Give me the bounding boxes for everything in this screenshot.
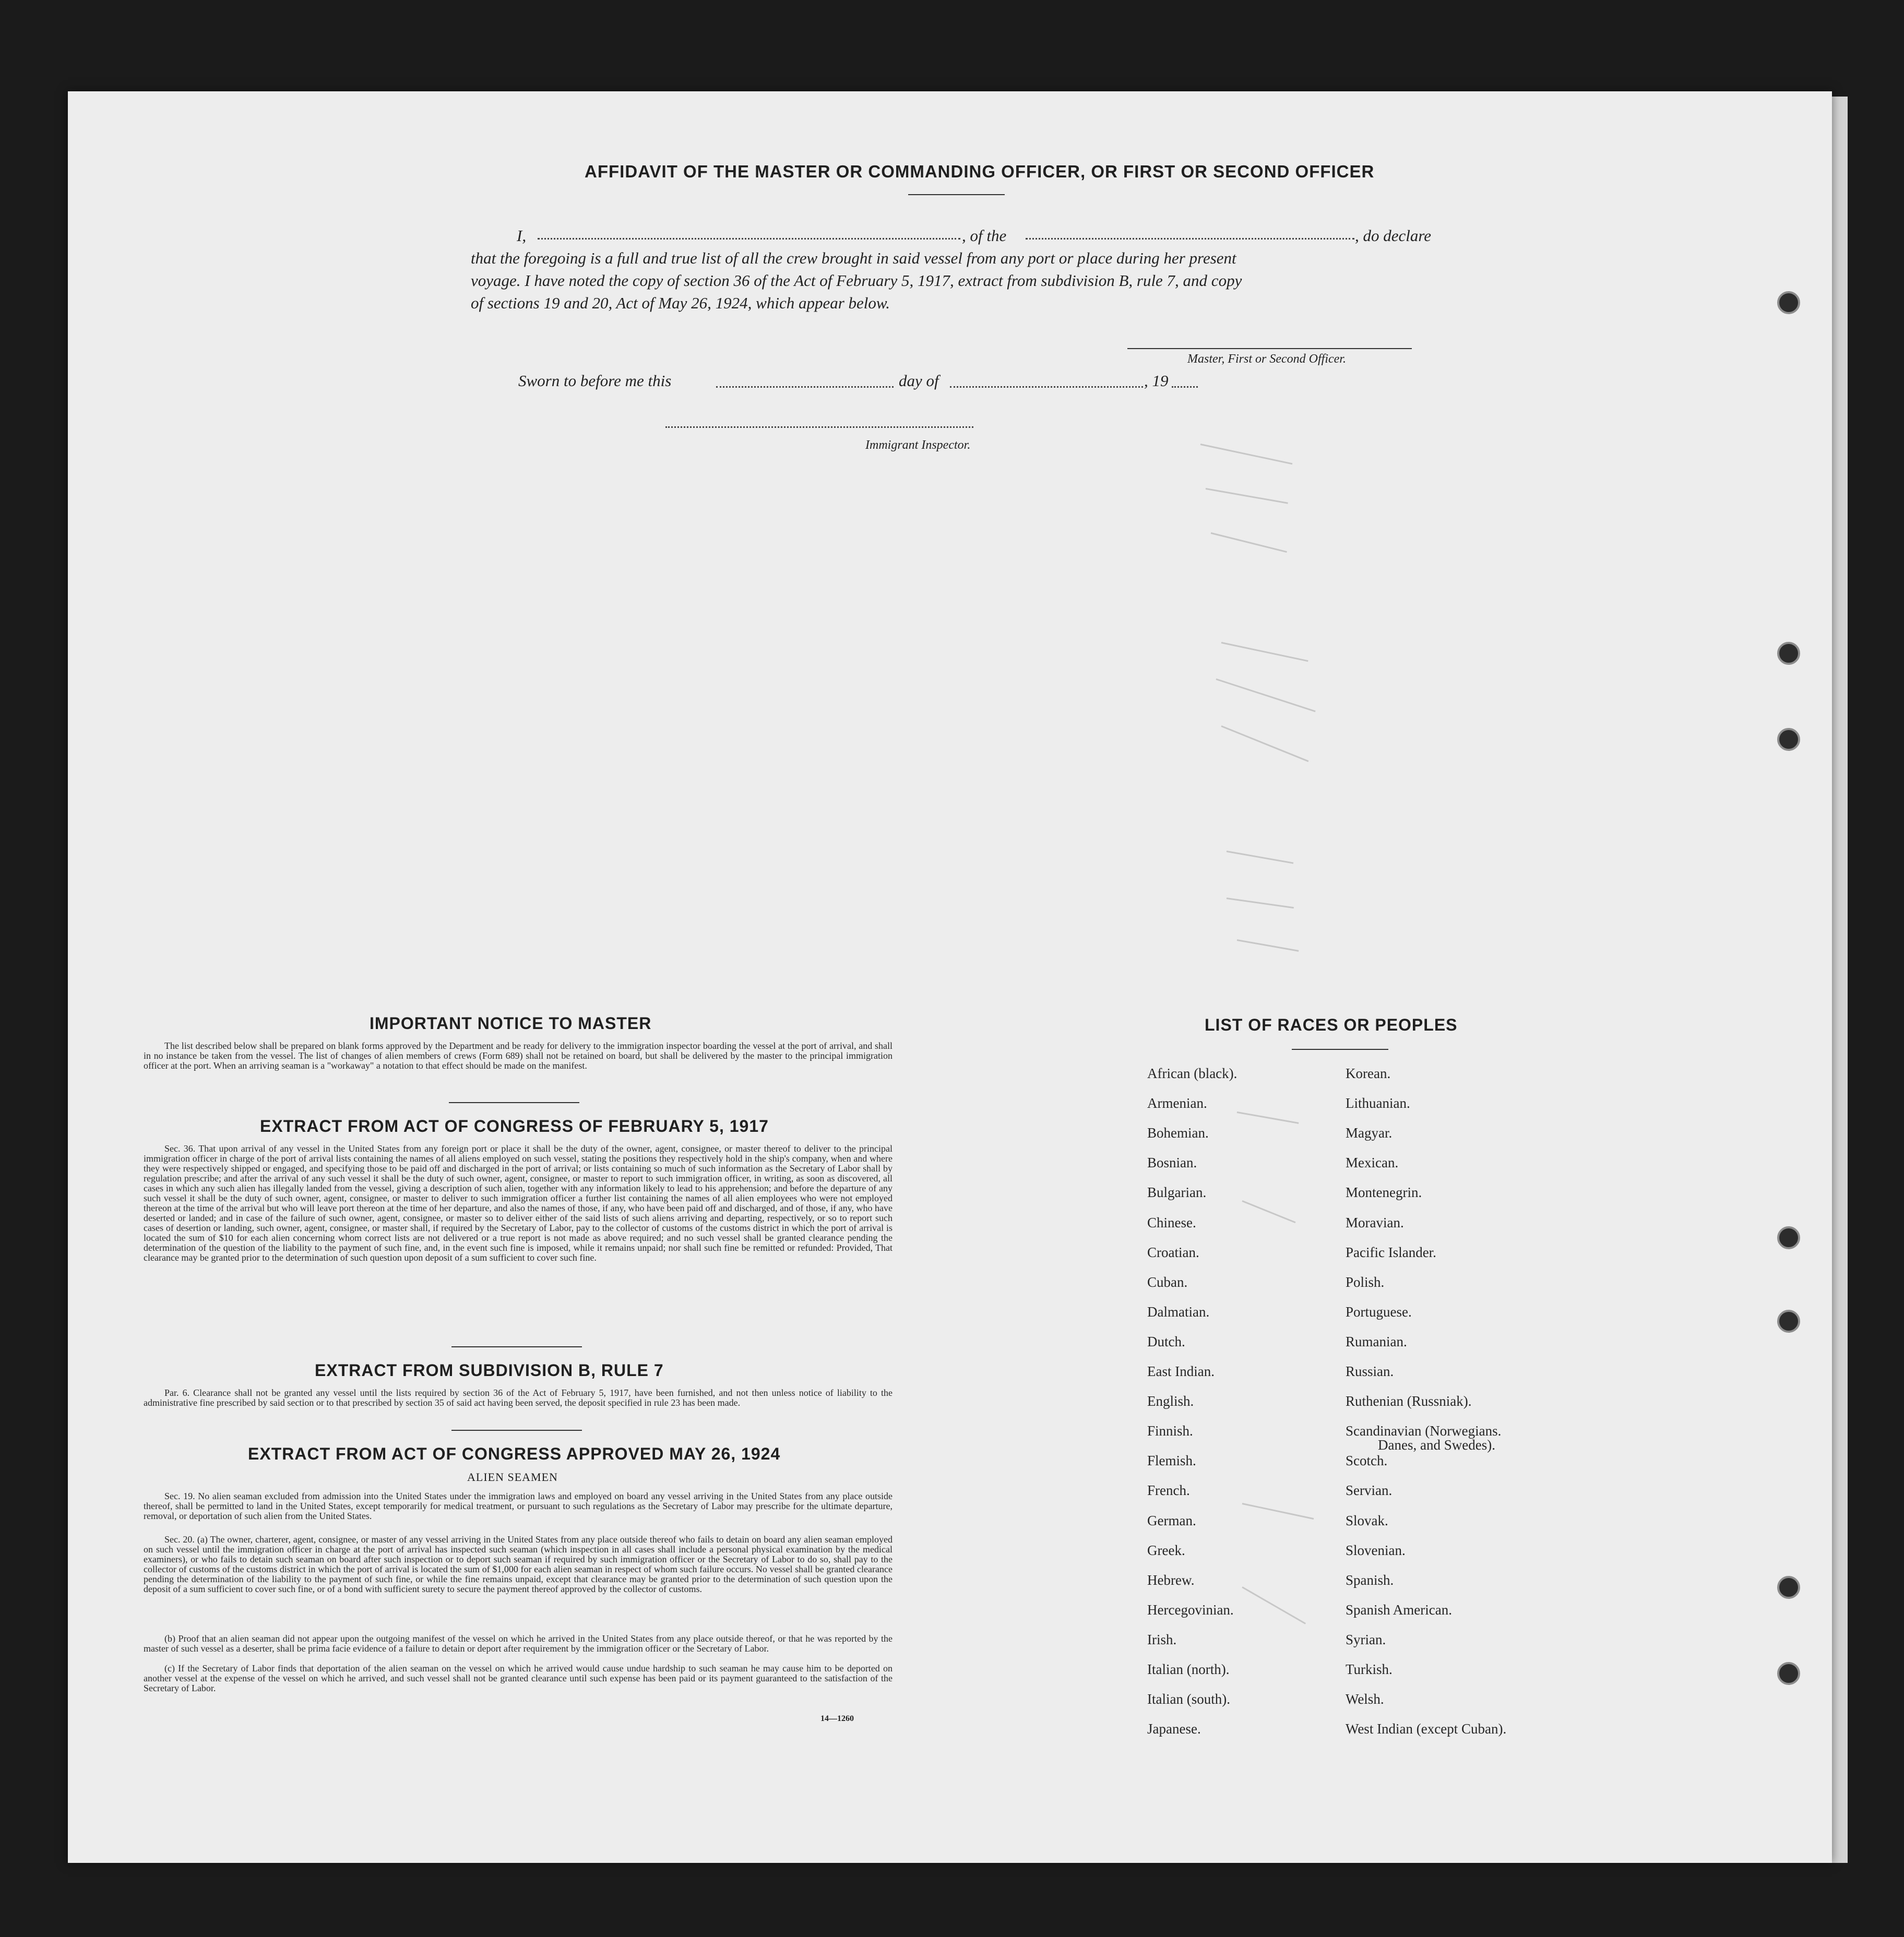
binder-hole (1777, 1662, 1800, 1685)
signature-line[interactable] (1127, 348, 1412, 349)
race-item: Turkish. (1346, 1661, 1393, 1677)
extract-rule7-body: Par. 6. Clearance shall not be granted any vessel until the lists required by section 36 of the Act of February 5, 1917, have been furnished, and not then unless notice of liability to the administrative fine prescribed by said section or to that prescribed by section 35 of said act having been served, the deposit specified in rule 23 has been made. (144, 1388, 892, 1408)
race-item: Bosnian. (1147, 1155, 1197, 1171)
affidavit-line1-b: , of the (962, 226, 1007, 245)
race-item: German. (1147, 1512, 1196, 1528)
race-item: Syrian. (1346, 1631, 1386, 1647)
affidavit-line2: that the foregoing is a full and true list of all the crew brought in said vessel from any port or place during her present (471, 249, 1236, 267)
notice-title: IMPORTANT NOTICE TO MASTER (370, 1014, 652, 1033)
race-item: Armenian. (1147, 1095, 1207, 1111)
vessel-blank[interactable] (1026, 238, 1354, 240)
race-item: Greek. (1147, 1542, 1185, 1558)
section-rule (451, 1430, 582, 1431)
year-blank[interactable] (1172, 386, 1198, 388)
signature-label: Master, First or Second Officer. (1187, 352, 1346, 366)
race-item: Scandinavian (Norwegians. (1346, 1423, 1502, 1439)
section-rule (451, 1346, 582, 1347)
sworn-text-c: , 19 (1144, 372, 1169, 390)
extract-1917-body: Sec. 36. That upon arrival of any vessel in the United States from any foreign port or place it shall be the duty of the owner, agent, consignee, or master thereof to deliver to the principal immigration officer in charge of the port of arrival lists containing the names of all aliens employed on such vessel, stating the positions they respectively hold in the ship's company, when and where they were respectively shipped or engaged, and specifying those to be paid off and discharged in the port of arrival; or lists containing so much of such information as the Secretary of Labor shall by regulation prescribe; and after the arrival of any such vessel it shall be the duty of such owner, agent, consignee, or master to report to such immigration officer, in writing, as soon as discovered, all cases in which any such alien has illegally landed from the vessel, giving a description of such alien, together with any information likely to lead to his apprehension; and before the departure of any such vessel it shall be the duty of such owner, agent, consignee, or master to deliver to such immigration officer a further list containing the names of all alien employees who were not employed thereon at the time of the arrival but who will leave port thereon at the time of her departure, and also the names of those, if any, who have been paid off and discharged, and of those, if any, who have deserted or landed; and in case of the failure of such owner, agent, consignee, or master so to deliver either of the said lists of such aliens arriving and departing, respectively, or so to report such cases of desertion or landing, such owner, agent, consignee, or master shall, if required by the Secretary of Labor, pay to the collector of customs of the customs district in which the port of arrival is located the sum of $10 for each alien concerning whom correct lists are not delivered or a true report is not made as above required; and no such vessel shall be granted clearance pending the determination of the question of the liability to the payment of such fine, and, in the event such fine is imposed, while it remains unpaid; nor shall such fine be remitted or refunded: Provided, That clearance may be granted prior to the determination of such question upon deposit of a sum sufficient to cover such fine. (144, 1143, 892, 1263)
affidavit-line1-a: I, (517, 226, 527, 245)
race-item: Bohemian. (1147, 1125, 1209, 1141)
affidavit-title: AFFIDAVIT OF THE MASTER OR COMMANDING OFFICER, OR FIRST OR SECOND OFFICER (585, 162, 1375, 181)
race-item: Magyar. (1346, 1125, 1393, 1141)
race-item: Scotch. (1346, 1453, 1388, 1469)
races-title-rule (1292, 1049, 1388, 1050)
binder-hole (1777, 1576, 1800, 1599)
alien-seamen-subtitle: ALIEN SEAMEN (467, 1470, 558, 1484)
race-item: Korean. (1346, 1066, 1391, 1081)
race-item: Polish. (1346, 1274, 1385, 1290)
race-continuation: Danes, and Swedes). (1378, 1437, 1495, 1453)
sec20b-text: (b) Proof that an alien seaman did not appear upon the outgoing manifest of the vessel on which he arrived in the United States from any place outside thereof, or that he was reported by the master of such vessel as a deserter, shall be prima facie evidence of a failure to detain or deport after requirement by the immigration officer or the Secretary of Labor. (144, 1633, 892, 1654)
race-item: Hebrew. (1147, 1572, 1195, 1588)
race-item: Irish. (1147, 1631, 1177, 1647)
document-page (68, 91, 1832, 1863)
race-item: Russian. (1346, 1364, 1394, 1379)
extract-1924-title: EXTRACT FROM ACT OF CONGRESS APPROVED MAY 26, 1924 (248, 1444, 781, 1463)
race-item: Moravian. (1346, 1214, 1404, 1230)
sec20c-text: (c) If the Secretary of Labor finds that deportation of the alien seaman on the vessel on which he arrived would cause undue hardship to such seaman he may cause him to be deported on another vessel at the expense of the vessel on which he arrived, and such vessel shall not be granted clearance until such expense has been paid or its payment guaranteed to the satisfaction of the Secretary of Labor. (144, 1663, 892, 1693)
race-item: Spanish. (1346, 1572, 1394, 1588)
binder-hole (1777, 728, 1800, 751)
binder-hole (1777, 1310, 1800, 1333)
race-item: African (black). (1147, 1066, 1237, 1081)
race-item: Pacific Islander. (1346, 1244, 1436, 1260)
sworn-text-b: day of (899, 372, 939, 390)
race-item: Slovak. (1346, 1512, 1388, 1528)
race-item: Hercegovinian. (1147, 1601, 1234, 1618)
month-blank[interactable] (950, 386, 1143, 388)
race-item: Portuguese. (1346, 1304, 1412, 1320)
races-title: LIST OF RACES OR PEOPLES (1205, 1015, 1458, 1034)
race-item: Japanese. (1147, 1721, 1201, 1737)
race-item: Spanish American. (1346, 1601, 1452, 1618)
race-item: French. (1147, 1482, 1190, 1499)
race-item: Montenegrin. (1346, 1185, 1422, 1201)
race-item: English. (1147, 1393, 1194, 1409)
race-item: Dutch. (1147, 1333, 1185, 1349)
race-item: Dalmatian. (1147, 1304, 1210, 1320)
name-blank[interactable] (538, 238, 960, 240)
binder-hole (1777, 642, 1800, 665)
day-blank[interactable] (716, 386, 894, 388)
race-item: Slovenian. (1346, 1542, 1406, 1558)
section-rule (449, 1102, 579, 1103)
race-item: East Indian. (1147, 1364, 1215, 1379)
affidavit-line1-c: , do declare (1355, 226, 1432, 245)
sworn-text-a: Sworn to before me this (518, 372, 672, 390)
race-item: Bulgarian. (1147, 1185, 1207, 1201)
binder-hole (1777, 291, 1800, 314)
race-item: Croatian. (1147, 1244, 1199, 1260)
race-item: Chinese. (1147, 1214, 1196, 1230)
extract-rule7-title: EXTRACT FROM SUBDIVISION B, RULE 7 (315, 1361, 664, 1380)
race-item: Cuban. (1147, 1274, 1188, 1290)
race-item: Lithuanian. (1346, 1095, 1410, 1111)
affidavit-line4: of sections 19 and 20, Act of May 26, 1924, which appear below. (471, 294, 890, 312)
race-item: Italian (south). (1147, 1691, 1230, 1707)
race-item: Servian. (1346, 1482, 1393, 1499)
inspector-label: Immigrant Inspector. (865, 438, 971, 452)
form-number: 14—1260 (820, 1714, 854, 1723)
binder-hole (1777, 1226, 1800, 1249)
sec20a-text: Sec. 20. (a) The owner, charterer, agent, consignee, or master of any vessel arriving in the United States from any place outside thereof who fails to detain on board any alien seaman employed on such vessel until the immigration officer in charge at the port of arrival has inspected such seaman (which inspection in all cases shall include a personal physical examination by the medical examiners), or who fails to detain such seaman on board after such inspection or to deport such seaman if required by such immigration officer or the Secretary of Labor to do so, shall pay to the collector of customs of the customs district in which the port of arrival is located the sum of $1,000 for each alien seaman in respect of whom such failure occurs. No vessel shall be granted clearance pending the determination of the liability to the payment of such fine, or while the fine remains unpaid, except that clearance may be granted prior to the determination of such question upon the deposit of a sum sufficient to cover such fine, or of a bond with sufficient surety to secure the payment thereof approved by the collector of customs. (144, 1534, 892, 1594)
title-rule (908, 194, 1005, 195)
race-item: Italian (north). (1147, 1661, 1230, 1677)
notice-body: The list described below shall be prepared on blank forms approved by the Department and be ready for delivery to the immigration inspector boarding the vessel at the port of arrival, and shall in no instance be taken from the vessel. The list of changes of alien members of crews (Form 689) shall not be retained on board, but shall be delivered by the master to the principal immigration officer at the port. When an arriving seaman is a "workaway" a notation to that effect should be made on the manifest. (144, 1041, 892, 1071)
race-item: Mexican. (1346, 1155, 1399, 1171)
race-item: Finnish. (1147, 1423, 1193, 1439)
race-item: West Indian (except Cuban). (1346, 1721, 1507, 1737)
sec19-text: Sec. 19. No alien seaman excluded from admission into the United States under the immigration laws and employed on board any vessel arriving in the United States from any place outside thereof, shall be permitted to land in the United States, except temporarily for medical treatment, or pursuant to such regulations as the Secretary of Labor may prescribe for the ultimate departure, removal, or deportation of such alien from the United States. (144, 1491, 892, 1521)
race-item: Rumanian. (1346, 1333, 1407, 1349)
inspector-signature-line[interactable] (665, 426, 973, 428)
race-item: Ruthenian (Russniak). (1346, 1393, 1472, 1409)
race-item: Welsh. (1346, 1691, 1384, 1707)
affidavit-line3: voyage. I have noted the copy of section 36 of the Act of February 5, 1917, extract from subdivision B, rule 7, and copy (471, 271, 1242, 290)
extract-1917-title: EXTRACT FROM ACT OF CONGRESS OF FEBRUARY 5, 1917 (260, 1117, 769, 1135)
race-item: Flemish. (1147, 1453, 1196, 1469)
